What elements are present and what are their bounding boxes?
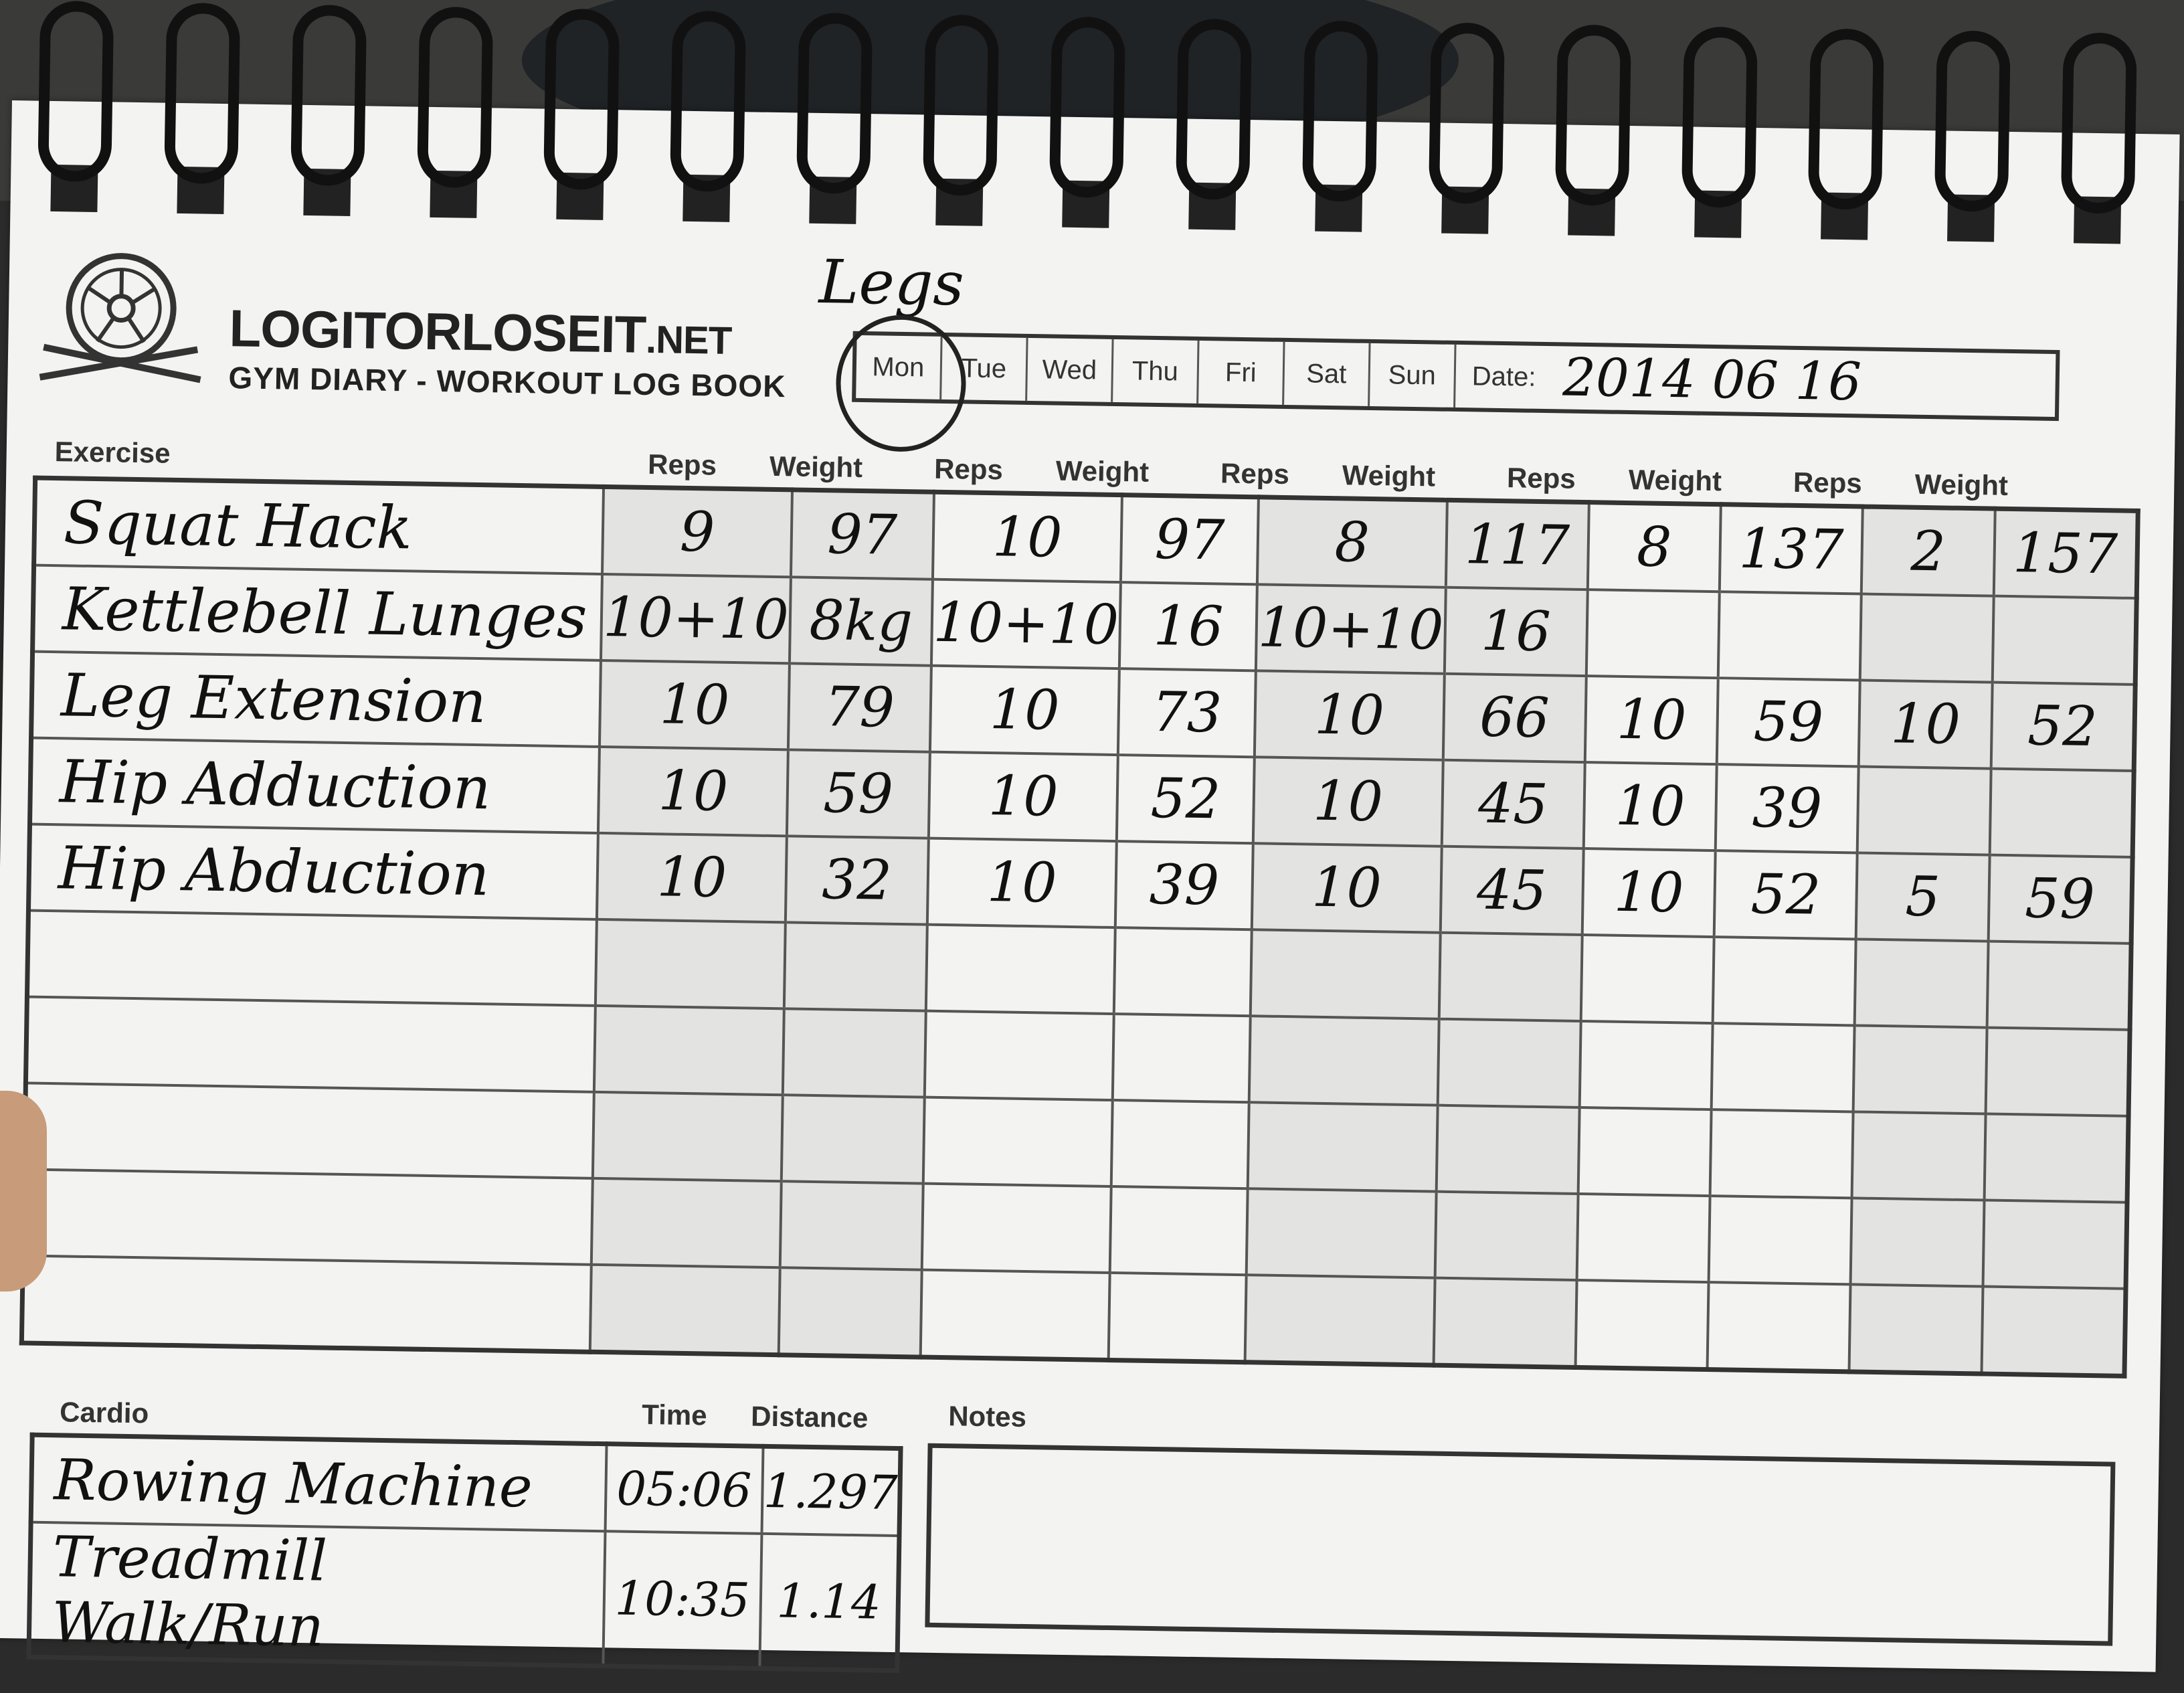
reps-cell[interactable]: 8 (1257, 497, 1447, 588)
weight-cell[interactable] (1439, 933, 1582, 1021)
reps-cell[interactable]: 10 (1255, 671, 1444, 760)
exercise-name-cell[interactable] (24, 1083, 594, 1178)
reps-cell[interactable] (596, 919, 785, 1008)
reps-cell[interactable]: 2 (1861, 507, 1995, 596)
binding-ring (2061, 32, 2137, 214)
weight-cell[interactable]: 8kg (790, 577, 933, 665)
cardio-table (26, 1433, 903, 1673)
reps-cell[interactable] (1249, 1016, 1439, 1105)
weight-cell[interactable] (1984, 1114, 2128, 1202)
weight-cell[interactable]: 52 (1117, 755, 1255, 843)
weight-cell[interactable]: 157 (1993, 509, 2138, 598)
reps-cell[interactable]: 10 (930, 666, 1119, 755)
exercise-name-cell[interactable]: Leg Extension (31, 652, 602, 747)
thumb (0, 1091, 47, 1291)
cardio-time-cell[interactable]: 10:35 (603, 1531, 761, 1668)
cardio-name-cell[interactable]: Treadmill Walk/Run (29, 1522, 606, 1666)
reps-cell[interactable] (923, 1097, 1112, 1186)
binding-ring (1555, 24, 1631, 206)
reps-header: Reps (1220, 457, 1290, 491)
reps-cell[interactable]: 9 (602, 486, 792, 577)
reps-cell[interactable] (920, 1270, 1109, 1360)
cardio-row (31, 1435, 901, 1536)
weight-cell[interactable]: 45 (1440, 846, 1583, 935)
weight-cell[interactable]: 16 (1444, 588, 1587, 676)
weight-cell[interactable] (780, 1181, 923, 1269)
exercise-name-cell[interactable]: Hip Adduction (30, 738, 600, 833)
weight-cell[interactable]: 137 (1720, 505, 1863, 594)
reps-header: Reps (1506, 462, 1576, 495)
day-selector (852, 331, 2060, 421)
reps-cell[interactable]: 10 (1859, 680, 1992, 768)
day-wed[interactable]: Wed (1027, 338, 1113, 402)
binding-ring (1176, 18, 1252, 200)
date-label: Date: (1471, 361, 1536, 392)
day-tue[interactable]: Tue (941, 337, 1028, 401)
exercise-name-cell[interactable] (21, 1255, 592, 1352)
reps-cell[interactable] (1575, 1280, 1708, 1370)
reps-cell[interactable] (921, 1184, 1111, 1273)
reps-cell[interactable] (1247, 1188, 1436, 1277)
binding-ring (1808, 28, 1884, 210)
reps-cell[interactable] (1849, 1284, 1983, 1374)
binding-ring (1302, 20, 1378, 202)
reps-cell[interactable] (1855, 939, 1988, 1027)
weight-cell[interactable] (1987, 942, 2131, 1030)
weight-cell[interactable] (1113, 1014, 1251, 1102)
weight-header: Weight (1628, 464, 1722, 497)
reps-cell[interactable] (1852, 1111, 1985, 1200)
weight-cell[interactable]: 52 (1991, 683, 2135, 771)
weight-cell[interactable]: 73 (1118, 669, 1256, 757)
reps-cell[interactable]: 10 (600, 660, 789, 749)
reps-cell[interactable] (1857, 766, 1991, 855)
weight-cell[interactable] (1433, 1278, 1576, 1368)
reps-cell[interactable]: 10 (1252, 843, 1441, 932)
exercise-name-cell[interactable]: Kettlebell Lunges (33, 565, 603, 660)
reps-cell[interactable]: 8 (1588, 503, 1721, 592)
weight-cell[interactable]: 59 (787, 749, 930, 838)
weight-cell[interactable] (1435, 1192, 1578, 1280)
exercise-name-cell[interactable]: Hip Abduction (28, 824, 598, 919)
binding-ring (37, 1, 114, 183)
exercise-header: Exercise (54, 436, 171, 469)
reps-cell[interactable] (592, 1178, 781, 1267)
binding-ring (923, 14, 999, 196)
reps-cell[interactable]: 10 (927, 838, 1117, 927)
binding-ring (796, 12, 873, 194)
cardio-row (29, 1522, 899, 1671)
weight-cell[interactable] (782, 1095, 925, 1183)
reps-cell[interactable] (1579, 1021, 1712, 1109)
binding-ring (1934, 30, 2011, 212)
reps-cell[interactable] (926, 925, 1115, 1014)
reps-cell[interactable] (590, 1265, 780, 1355)
reps-cell[interactable] (1248, 1102, 1437, 1191)
weight-cell[interactable] (1712, 1023, 1855, 1111)
weight-cell[interactable] (1708, 1282, 1851, 1372)
weight-cell[interactable] (1437, 1019, 1580, 1107)
reps-cell[interactable] (1580, 935, 1714, 1023)
weight-cell[interactable] (1436, 1105, 1579, 1194)
weight-cell[interactable]: 97 (1121, 495, 1259, 585)
weight-cell[interactable] (1985, 1028, 2130, 1116)
day-sun[interactable]: Sun (1370, 343, 1456, 408)
reps-cell[interactable] (1860, 594, 1993, 683)
reps-cell[interactable] (1851, 1198, 1984, 1286)
reps-cell[interactable] (925, 1011, 1114, 1100)
binding-ring (670, 10, 746, 192)
reps-cell[interactable] (1853, 1025, 1987, 1113)
day-mon[interactable]: Mon (856, 335, 942, 399)
date-value: 2014 06 16 (1562, 347, 1862, 413)
weight-cell[interactable]: 52 (1714, 851, 1857, 939)
weight-cell[interactable]: 66 (1443, 674, 1586, 762)
logo-title: LOGITORLOSEIT.NET (229, 298, 732, 364)
weight-cell[interactable] (1710, 1109, 1853, 1198)
notebook-page (0, 100, 2180, 1672)
weight-cell[interactable]: 39 (1115, 841, 1253, 929)
binding-ring (417, 7, 493, 189)
weight-cell[interactable] (783, 1008, 926, 1097)
day-fri[interactable]: Fri (1198, 341, 1285, 405)
exercise-name-cell[interactable]: Squat Hack (34, 478, 604, 574)
weight-cell[interactable]: 59 (1988, 855, 2132, 944)
binding-ring (290, 5, 367, 187)
binding-ring (1429, 22, 1505, 204)
selected-day-circle (835, 314, 967, 452)
weight-cell[interactable] (1983, 1200, 2127, 1288)
binding-ring (1049, 16, 1125, 198)
reps-cell[interactable]: 5 (1856, 853, 1989, 941)
reps-cell[interactable]: 10 (1253, 757, 1443, 846)
spiral-binding (10, 100, 2179, 242)
cardio-time-cell[interactable]: 05:06 (606, 1444, 763, 1534)
logo-subtitle: GYM DIARY - WORKOUT LOG BOOK (228, 360, 786, 404)
reps-cell[interactable]: 10+10 (601, 574, 790, 663)
reps-cell[interactable]: 10 (1585, 676, 1718, 764)
weight-cell[interactable] (1989, 769, 2134, 857)
workout-name: Legs (818, 246, 965, 320)
weight-cell[interactable] (1709, 1196, 1852, 1284)
reps-cell[interactable] (1576, 1194, 1710, 1282)
notes-header: Notes (947, 1400, 1027, 1433)
weight-cell[interactable]: 59 (1717, 678, 1860, 766)
weight-cell[interactable]: 32 (786, 836, 929, 924)
reps-cell[interactable]: 10 (1582, 849, 1716, 937)
weight-cell[interactable] (1110, 1186, 1248, 1275)
date-field[interactable] (1455, 345, 2056, 417)
binding-ring (164, 3, 240, 185)
weight-cell[interactable] (1718, 592, 1861, 680)
weight-cell[interactable]: 117 (1445, 500, 1588, 590)
exercise-name-cell[interactable] (23, 1169, 593, 1264)
reps-cell[interactable] (1251, 929, 1440, 1018)
reps-cell[interactable]: 10+10 (931, 580, 1121, 669)
reps-cell[interactable] (1578, 1107, 1711, 1196)
binding-ring (543, 9, 620, 191)
distance-header: Distance (750, 1400, 869, 1434)
cardio-distance-cell[interactable]: 1.297 (761, 1446, 901, 1536)
exercise-name-cell[interactable] (27, 911, 597, 1006)
reps-cell[interactable]: 10 (597, 833, 786, 922)
weight-cell[interactable]: 97 (791, 490, 934, 580)
reps-cell[interactable]: 10+10 (1256, 584, 1445, 673)
reps-cell[interactable]: 10 (929, 752, 1118, 841)
time-header: Time (641, 1399, 707, 1431)
reps-cell[interactable] (1245, 1275, 1435, 1365)
cardio-header: Cardio (59, 1396, 149, 1429)
notes-box[interactable] (925, 1443, 2115, 1646)
reps-header: Reps (1793, 466, 1863, 499)
weight-plate-icon (33, 247, 209, 390)
reps-header: Reps (933, 452, 1004, 486)
reps-cell[interactable]: 10 (598, 747, 788, 836)
weight-cell[interactable]: 39 (1716, 764, 1859, 853)
weight-cell[interactable] (1114, 927, 1252, 1016)
reps-cell[interactable]: 10 (1584, 762, 1717, 851)
reps-cell[interactable] (1586, 590, 1720, 678)
weight-cell[interactable] (784, 922, 927, 1010)
weight-cell[interactable] (1111, 1100, 1249, 1188)
reps-header: Reps (647, 448, 717, 481)
weight-header: Weight (769, 450, 863, 484)
weight-header: Weight (1055, 454, 1150, 488)
weight-cell[interactable] (779, 1267, 922, 1357)
cardio-name-cell[interactable]: Rowing Machine (31, 1435, 606, 1531)
weight-cell[interactable]: 45 (1441, 760, 1584, 849)
day-thu[interactable]: Thu (1113, 339, 1199, 404)
weight-cell[interactable] (1109, 1273, 1247, 1362)
weight-cell[interactable]: 16 (1119, 582, 1257, 671)
weight-header: Weight (1342, 459, 1436, 493)
cardio-distance-cell[interactable]: 1.14 (759, 1534, 899, 1671)
weight-header: Weight (1914, 468, 2009, 501)
day-sat[interactable]: Sat (1284, 342, 1370, 406)
reps-cell[interactable] (593, 1092, 782, 1181)
binding-ring (1681, 26, 1758, 208)
reps-cell[interactable]: 10 (933, 492, 1122, 582)
weight-cell[interactable]: 79 (788, 663, 931, 751)
exercise-table (19, 476, 2141, 1378)
weight-cell[interactable] (1713, 937, 1856, 1025)
weight-cell[interactable] (1992, 596, 2136, 685)
exercise-name-cell[interactable] (25, 997, 596, 1092)
weight-cell[interactable] (1981, 1286, 2126, 1376)
reps-cell[interactable] (594, 1006, 784, 1095)
